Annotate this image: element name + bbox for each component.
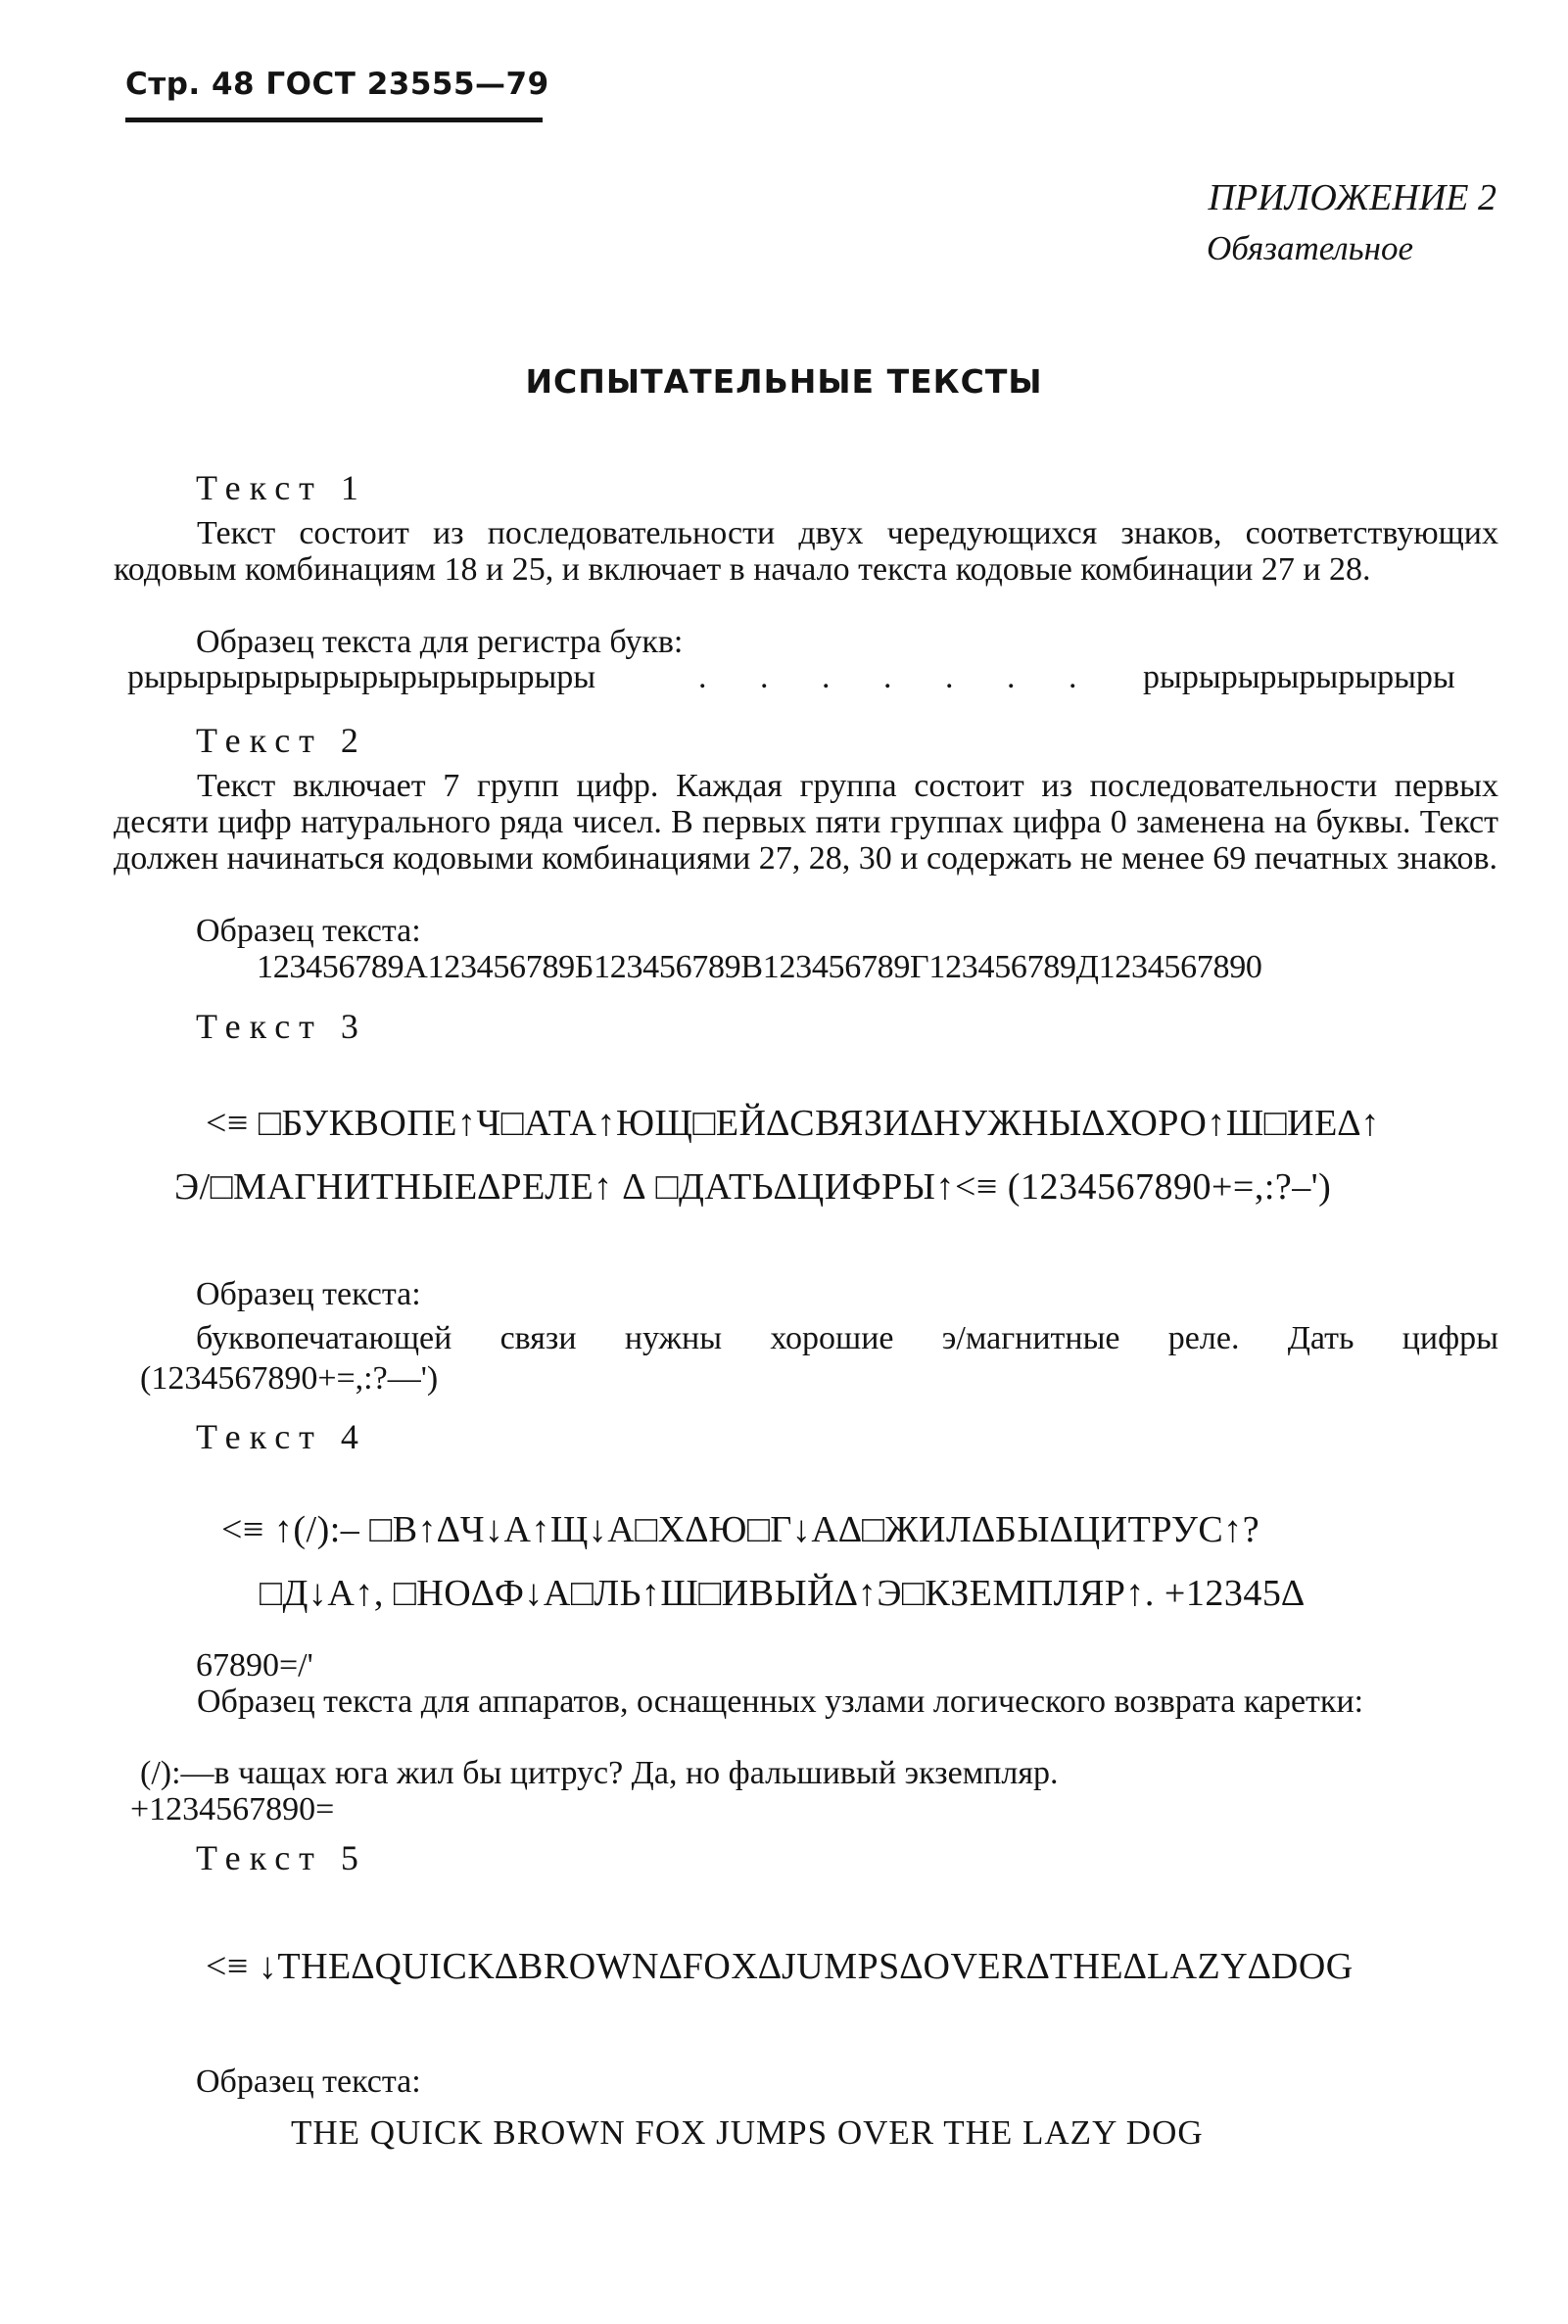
text3-code-line-1: <≡ □БУКВОПЕ↑Ч□АТА↑ЮЩ□ЕЙ∆СВЯЗИ∆НУЖНЫ∆ХОРО↑Ш□ИЕ∆↑ xyxy=(206,1103,1381,1144)
text4-sample-line-1: (/):—в чащах юга жил бы цитрус? Да, но фальшивый экземпляр. xyxy=(140,1755,1059,1791)
text3-heading: Текст 3 xyxy=(196,1007,367,1046)
text4-heading: Текст 4 xyxy=(196,1417,367,1456)
page-header: Стр. 48 ГОСТ 23555—79 xyxy=(125,67,549,102)
text1-heading: Текст 1 xyxy=(196,468,367,507)
text1-description: Текст состоит из последовательности двух чередующихся знаков, соответствующих кодовым комбинациям 18 и 25, и включает в начало текста кодовые комбинации 27 и 28. xyxy=(114,515,1498,588)
appendix-block xyxy=(1207,172,1497,274)
appendix-status: Обязательное xyxy=(1207,229,1413,267)
text2-description: Текст включает 7 групп цифр. Каждая группа состоит из последовательности первых десяти цифр натурального ряда чисел. В первых пяти группах цифра 0 заменена на буквы. Текст должен начинаться кодовыми комбинациями 27, 28, 30 и содержать не менее 69 печатных знаков. xyxy=(114,768,1498,877)
text2-heading: Текст 2 xyxy=(196,721,367,760)
text4-code-line-1: <≡ ↑(/):– □В↑∆Ч↓А↑Щ↓А□Х∆Ю□Г↓А∆□ЖИЛ∆БЫ∆ЦИТРУС↑? xyxy=(221,1509,1260,1550)
text4-code-line-3: 67890=/' xyxy=(196,1647,313,1684)
text2-sample: 123456789А123456789Б123456789В123456789Г123456789Д1234567890 xyxy=(257,949,1262,985)
text1-sample-start: рырырырырырырырырырырыры xyxy=(127,659,596,695)
text1-sample-label: Образец текста для регистра букв: xyxy=(196,624,684,660)
text3-code-line-2: Э/□МАГНИТНЫЕ∆РЕЛЕ↑ ∆ □ДАТЬ∆ЦИФРЫ↑<≡ (1234567890+=,:?–') xyxy=(174,1166,1332,1208)
text5-heading: Текст 5 xyxy=(196,1838,367,1877)
text4-code-line-2: □Д↓А↑, □НО∆Ф↓А□ЛЬ↑Ш□ИВЫЙ∆↑Э□КЗЕМПЛЯР↑. +12345∆ xyxy=(260,1573,1306,1614)
text5-sample: THE QUICK BROWN FOX JUMPS OVER THE LAZY DOG xyxy=(291,2113,1204,2152)
text4-sample-line-2: +1234567890= xyxy=(130,1791,335,1827)
text1-sample-end: рырырырырырырыры xyxy=(1143,659,1455,695)
text2-sample-label: Образец текста: xyxy=(196,913,421,949)
text1-sample-dots: . . . . . . . xyxy=(698,659,1100,695)
text3-sample-line-1: буквопечатающей связи нужны хорошие э/магнитные реле. Дать цифры xyxy=(196,1320,1498,1356)
text4-sample-label: Образец текста для аппаратов, оснащенных узлами логического возврата каретки: xyxy=(197,1684,1364,1720)
text5-sample-label: Образец текста: xyxy=(196,2063,421,2100)
text5-code-line-1: <≡ ↓THE∆QUICK∆BROWN∆FOX∆JUMPS∆OVER∆THE∆LAZY∆DOG xyxy=(206,1946,1354,1987)
header-rule xyxy=(125,118,543,122)
text3-sample-label: Образец текста: xyxy=(196,1276,421,1312)
text3-sample-line-2: (1234567890+=,:?—') xyxy=(140,1360,439,1397)
document-title: ИСПЫТАТЕЛЬНЫЕ ТЕКСТЫ xyxy=(525,362,1043,401)
appendix-title: ПРИЛОЖЕНИЕ 2 xyxy=(1208,177,1497,218)
